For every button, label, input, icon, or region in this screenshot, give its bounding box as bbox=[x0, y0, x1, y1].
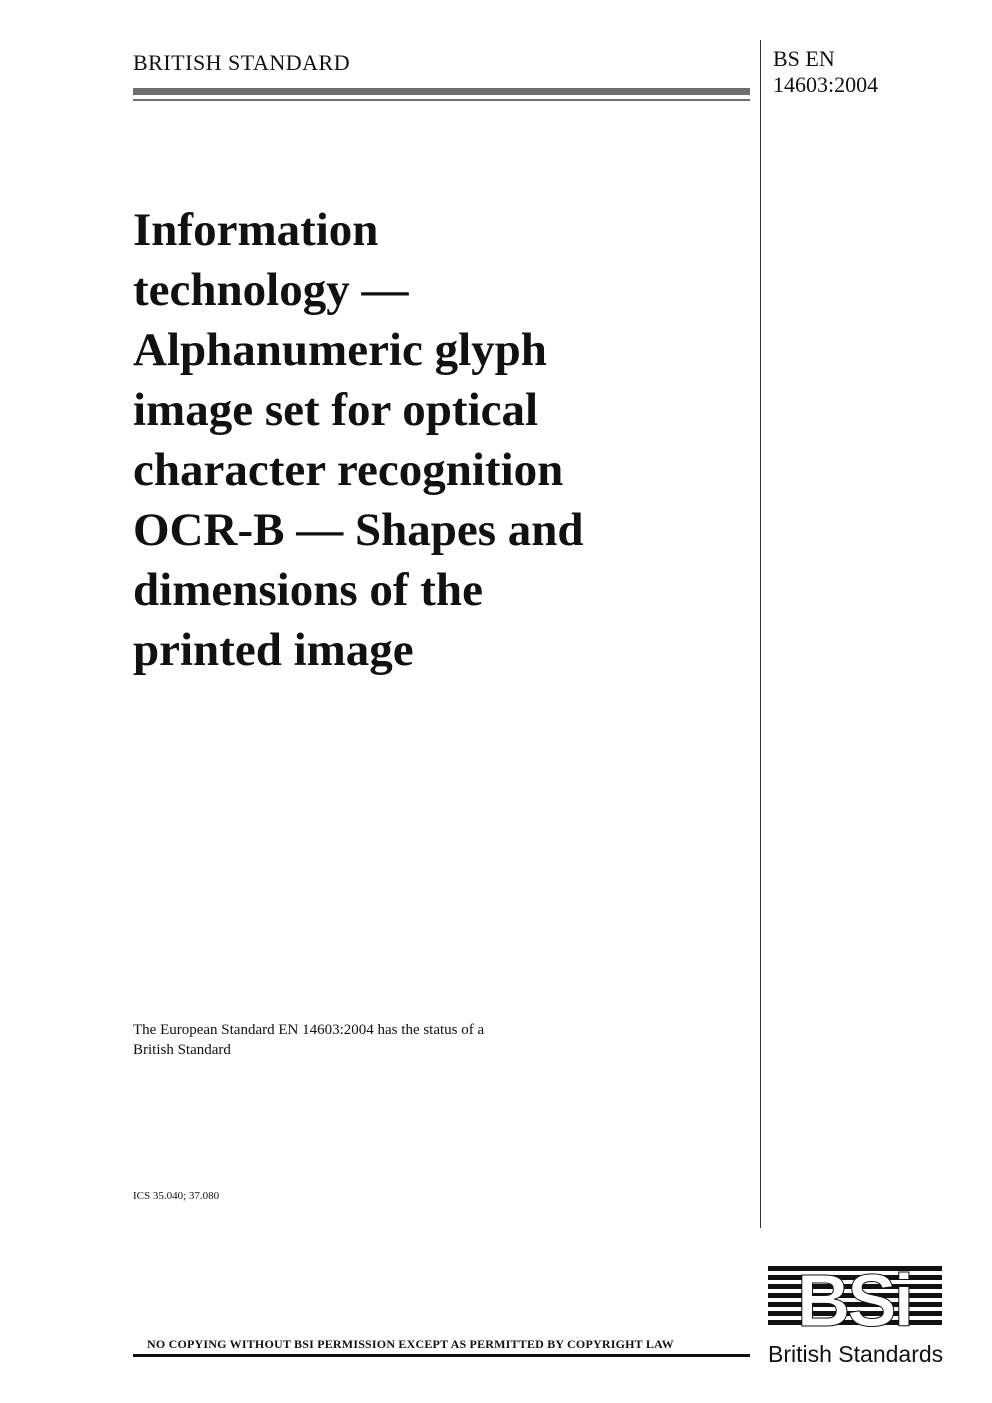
title-line: printed image bbox=[133, 624, 414, 676]
status-note-line1: The European Standard EN 14603:2004 has the status of a bbox=[133, 1022, 485, 1038]
header-rule bbox=[133, 88, 750, 95]
ics-code: ICS 35.040; 37.080 bbox=[133, 1190, 220, 1202]
title-line: Alphanumeric glyph bbox=[133, 324, 547, 376]
footer-rule bbox=[133, 1354, 750, 1357]
document-title bbox=[133, 200, 753, 680]
header-rule-thin bbox=[133, 99, 750, 101]
bsi-logo-letters: BSi bbox=[796, 1262, 912, 1342]
header-label: BRITISH STANDARD bbox=[133, 50, 351, 75]
title-line: Information bbox=[133, 204, 379, 256]
title-line: OCR-B — Shapes and bbox=[133, 504, 584, 556]
status-note-line2: British Standard bbox=[133, 1042, 231, 1058]
title-line: character recognition bbox=[133, 444, 564, 496]
vertical-divider bbox=[760, 40, 761, 1228]
title-line: technology — bbox=[133, 264, 409, 316]
bsi-logo bbox=[766, 1262, 944, 1370]
title-line: image set for optical bbox=[133, 384, 539, 436]
document-number-line1: BS EN bbox=[773, 46, 835, 71]
bsi-logo-mark bbox=[766, 1262, 944, 1370]
status-note bbox=[133, 1020, 693, 1060]
document-number-line2: 14603:2004 bbox=[773, 72, 879, 97]
bsi-logo-caption: British Standards bbox=[768, 1341, 944, 1367]
title-line: dimensions of the bbox=[133, 564, 483, 616]
copyright-notice: NO COPYING WITHOUT BSI PERMISSION EXCEPT AS PERMITTED BY COPYRIGHT LAW bbox=[147, 1337, 674, 1351]
document-number bbox=[773, 46, 933, 98]
